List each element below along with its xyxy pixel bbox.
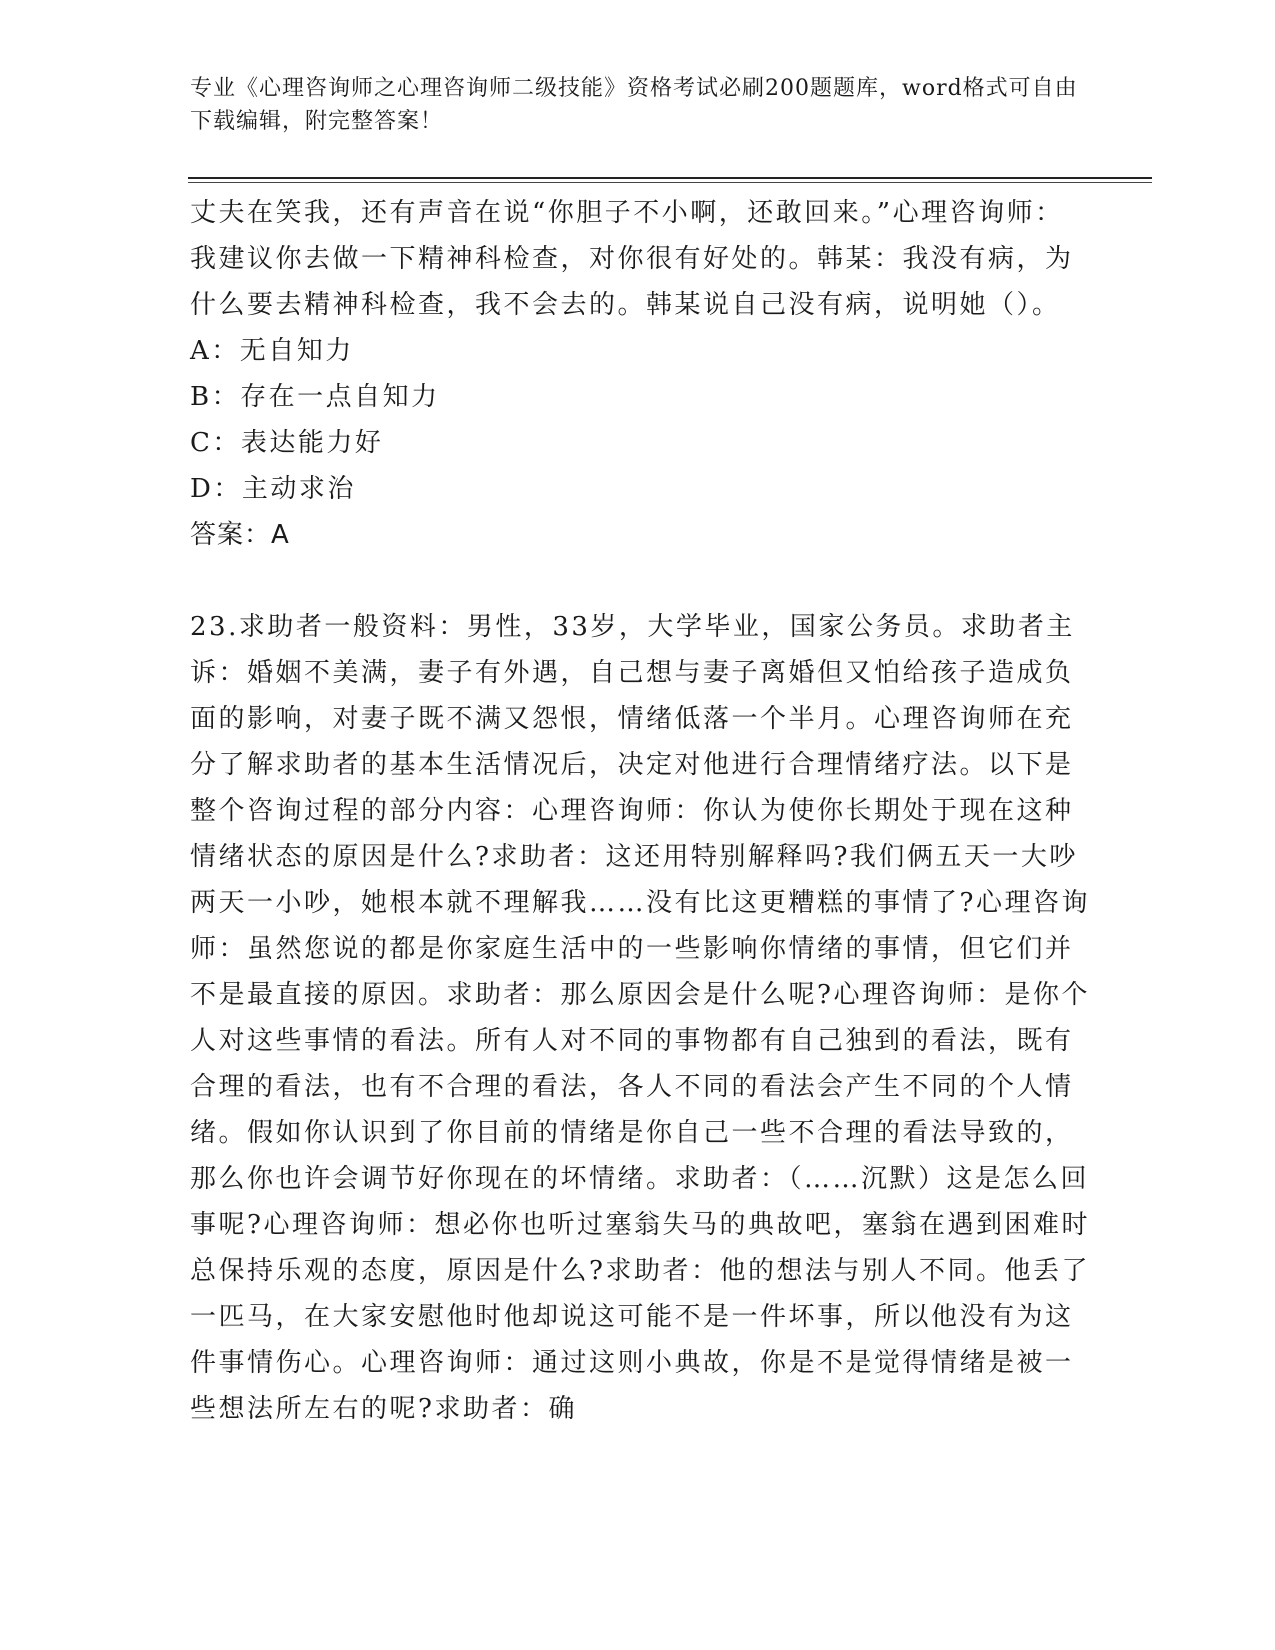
question-22-stem: 丈夫在笑我，还有声音在说“你胆子不小啊，还敢回来。”心理咨询师：我建议你去做一下精神科检查，对你很有好处的。韩某：我没有病，为什么要去精神科检查，我不会去的。韩某说自己没有病，说明她（）。 <box>190 198 1074 320</box>
question-22-answer: 答案：A <box>190 520 290 550</box>
document-body <box>190 190 1090 1432</box>
question-22-option-c: C：表达能力好 <box>190 428 384 458</box>
question-23-text: 23.求助者一般资料：男性，33岁，大学毕业，国家公务员。求助者主诉：婚姻不美满，妻子有外遇，自己想与妻子离婚但又怕给孩子造成负面的影响，对妻子既不满又怨恨，情绪低落一个半月。心理咨询师在充分了解求助者的基本生活情况后，决定对他进行合理情绪疗法。以下是整个咨询过程的部分内容：心理咨询师：你认为使你长期处于现在这种情绪状态的原因是什么?求助者：这还用特别解释吗?我们俩五天一大吵两天一小吵，她根本就不理解我……没有比这更糟糕的事情了?心理咨询师：虽然您说的都是你家庭生活中的一些影响你情绪的事情，但它们并不是最直接的原因。求助者：那么原因会是什么呢?心理咨询师：是你个人对这些事情的看法。所有人对不同的事物都有自己独到的看法，既有合理的看法，也有不合理的看法，各人不同的看法会产生不同的个人情绪。假如你认识到了你目前的情绪是你自己一些不合理的看法导致的，那么你也许会调节好你现在的坏情绪。求助者：（……沉默）这是怎么回事呢?心理咨询师：想必你也听过塞翁失马的典故吧，塞翁在遇到困难时总保持乐观的态度，原因是什么?求助者：他的想法与别人不同。他丢了一匹马，在大家安慰他时他却说这可能不是一件坏事，所以他没有为这件事情伤心。心理咨询师：通过这则小典故，你是不是觉得情绪是被一些想法所左右的呢?求助者：确 <box>190 612 1090 1424</box>
header-divider-thin <box>188 182 1152 183</box>
question-22-option-a: A：无自知力 <box>190 336 354 366</box>
page-header: 专业《心理咨询师之心理咨询师二级技能》资格考试必刷200题题库，word格式可自由下载编辑，附完整答案！ <box>190 76 1078 134</box>
question-22-option-d: D：主动求治 <box>190 474 356 504</box>
header-divider-thick <box>188 177 1152 179</box>
question-22-option-b: B：存在一点自知力 <box>190 382 440 412</box>
